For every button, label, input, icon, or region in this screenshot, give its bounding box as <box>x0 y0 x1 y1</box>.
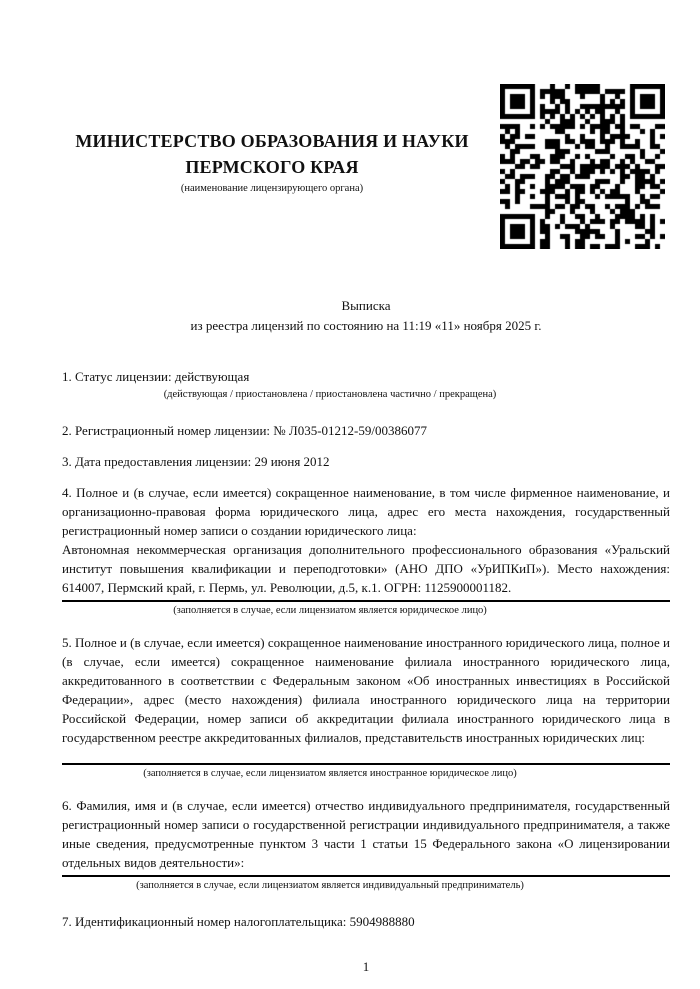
document-title <box>62 296 670 336</box>
item-4-answer: Автономная некоммерческая организация дополнительного профессионального образования «Уральский институт повышения квалификации и переподготовки» (АНО ДПО «УрИПКиП»). Место нахождения: 614007, Пермский край, г. Пермь, ул. Революции, д.5, к.1. ОГРН: 1125900001182. <box>62 542 670 595</box>
item-5-rule <box>62 763 670 765</box>
item-6-question: 6. Фамилия, имя и (в случае, если имеется) отчество индивидуального предпринимателя, государственный регистрационный номер записи о государственной регистрации индивидуального предпринимателя, а также иные сведения, предусмотренные пунктом 3 части 1 статьи 15 Федерального закона «О лицензировании отдельных видов деятельности»: <box>62 798 670 870</box>
item-5-answer-blank <box>62 747 670 760</box>
item-3-grant-date <box>62 452 670 471</box>
item-6-caption: (заполняется в случае, если лицензиатом является индивидуальный предприниматель) <box>136 880 524 891</box>
ministry-name-line2: ПЕРМСКОГО КРАЯ <box>185 157 359 177</box>
item-2-text: 2. Регистрационный номер лицензии: № Л035-01212-59/00386077 <box>62 423 428 438</box>
item-5-caption: (заполняется в случае, если лицензиатом является иностранное юридическое лицо) <box>143 768 517 779</box>
item-5-foreign-entity <box>62 633 670 781</box>
item-3-text: 3. Дата предоставления лицензии: 29 июня 2012 <box>62 454 330 469</box>
item-4-caption: (заполняется в случае, если лицензиатом является юридическое лицо) <box>173 605 487 616</box>
item-6-rule <box>62 875 670 877</box>
document-title-line2: из реестра лицензий по состоянию на 11:19 «11» ноября 2025 г. <box>190 318 542 333</box>
item-4-question: 4. Полное и (в случае, если имеется) сокращенное наименование, в том числе фирменное наименование, и организационно-правовая форма юридического лица, адрес его места нахождения, государственный регистрационный номер записи о создании юридического лица: <box>62 485 670 538</box>
item-5-question: 5. Полное и (в случае, если имеется) сокращенное наименование иностранного юридического лица, полное и (в случае, если имеется) сокращенное наименование филиала иностранного юридического лица, аккредитованного в соответствии с Федеральным законом «Об иностранных инвестициях в Российской Федерации», адрес (место нахождения) филиала иностранного юридического лица на территории Российской Федерации, номер записи об аккредитации филиала иностранного юридического лица в государственном реестре аккредитованных филиалов, представительств иностранных юридических лиц: <box>62 635 670 745</box>
qr-code-icon <box>500 84 665 249</box>
ministry-name-line1: МИНИСТЕРСТВО ОБРАЗОВАНИЯ И НАУКИ <box>75 131 469 151</box>
document-title-line1: Выписка <box>341 298 391 313</box>
item-7-taxpayer-id <box>62 912 670 931</box>
page-number: 1 <box>362 959 370 974</box>
qr-code-wrap <box>500 84 665 249</box>
item-1-license-status <box>62 367 670 402</box>
item-1-text: 1. Статус лицензии: действующая <box>62 369 250 384</box>
item-2-registration-number <box>62 421 670 440</box>
item-6-individual-entrepreneur <box>62 796 670 893</box>
item-4-legal-entity <box>62 483 670 618</box>
item-7-text: 7. Идентификационный номер налогоплательщика: 5904988880 <box>62 914 415 929</box>
item-1-caption: (действующая / приостановлена / приостановлена частично / прекращена) <box>163 389 497 400</box>
document-body <box>62 296 670 976</box>
issuing-authority-header <box>62 128 482 194</box>
item-4-rule <box>62 600 670 602</box>
ministry-name-caption: (наименование лицензирующего органа) <box>180 183 364 194</box>
